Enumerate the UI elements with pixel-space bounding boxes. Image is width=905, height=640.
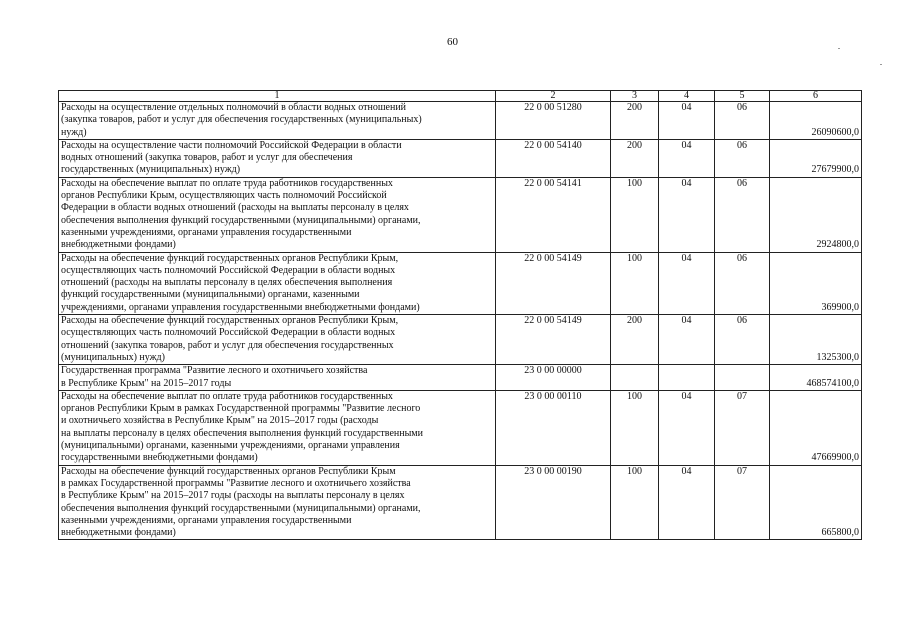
table-row <box>59 252 862 314</box>
target-code: 23 0 00 00110 <box>496 390 611 465</box>
expense-name-cell <box>59 365 496 391</box>
expense-name: Расходы на обеспечение функций государственных органов Республики Крым в рамках Государственной программы "Развитие лесного и охотничьего хозяйства в Республике Крым" на 2015–2017 годы (расходы на выплаты персоналу в целях обеспечения выполнения функций государственными (муниципальными) органами, казенными учреждениями, органами управления государственными внебюджетными фондами) <box>61 465 421 539</box>
subsection-code: 06 <box>715 102 770 140</box>
expense-type-code: 200 <box>611 139 659 177</box>
expense-name: Расходы на обеспечение функций государственных органов Республики Крым, осуществляющих часть полномочий Российской Федерации в области водных отношений (закупка товаров, работ и услуг для обеспечения государственных (муниципальных) нужд) <box>61 315 399 363</box>
expense-type-code: 100 <box>611 390 659 465</box>
expense-name: Государственная программа "Развитие лесного и охотничьего хозяйства в Республике Крым" на 2015–2017 годы <box>61 365 368 389</box>
subsection-code: 06 <box>715 252 770 314</box>
table-row <box>59 390 862 465</box>
table-row <box>59 315 862 365</box>
subsection-code: 07 <box>715 390 770 465</box>
amount: 665800,0 <box>770 465 862 540</box>
table-row <box>59 139 862 177</box>
target-code: 23 0 00 00190 <box>496 465 611 540</box>
expense-type-code: 200 <box>611 102 659 140</box>
expense-type-code: 100 <box>611 177 659 252</box>
expense-name-cell <box>59 177 496 252</box>
page-number: 60 <box>447 36 458 48</box>
expense-name: Расходы на обеспечение выплат по оплате труда работников государственных органов Республики Крым, осуществляющих часть полномочий Российской Федерации в области водных отношений (расходы на выплаты персоналу в целях обеспечения выполнения функций государственными (муниципальными) органами, казенными учреждениями, органами управления государственными внебюджетными фондами) <box>61 177 421 251</box>
budget-table <box>58 90 862 540</box>
expense-name-cell <box>59 139 496 177</box>
scan-speck <box>880 64 882 65</box>
column-header: 2 <box>496 91 611 102</box>
table-row <box>59 465 862 540</box>
section-code: 04 <box>659 252 715 314</box>
subsection-code <box>715 365 770 391</box>
target-code: 22 0 00 54149 <box>496 315 611 365</box>
amount: 2924800,0 <box>770 177 862 252</box>
expense-name: Расходы на обеспечение выплат по оплате труда работников государственных органов Республики Крым в рамках Государственной программы "Развитие лесного и охотничьего хозяйства в Республике Крым" на 2015–2017 годы (расходы на выплаты персоналу в целях обеспечения выполнения функций государственными (муниципальными) органами, казенными учреждениями, органами управления государственными внебюджетными фондами) <box>61 390 423 464</box>
table-header-row <box>59 91 862 102</box>
expense-type-code: 100 <box>611 465 659 540</box>
target-code: 22 0 00 51280 <box>496 102 611 140</box>
expense-name: Расходы на осуществление отдельных полномочий в области водных отношений (закупка товаров, работ и услуг для обеспечения государственных (муниципальных) нужд) <box>61 102 422 138</box>
subsection-code: 07 <box>715 465 770 540</box>
expense-type-code <box>611 365 659 391</box>
subsection-code: 06 <box>715 139 770 177</box>
subsection-code: 06 <box>715 315 770 365</box>
column-header: 4 <box>659 91 715 102</box>
amount: 1325300,0 <box>770 315 862 365</box>
column-header: 3 <box>611 91 659 102</box>
expense-name-cell <box>59 315 496 365</box>
target-code: 22 0 00 54141 <box>496 177 611 252</box>
table-row <box>59 102 862 140</box>
section-code: 04 <box>659 177 715 252</box>
column-header: 5 <box>715 91 770 102</box>
subsection-code: 06 <box>715 177 770 252</box>
column-header: 1 <box>59 91 496 102</box>
expense-name-cell <box>59 390 496 465</box>
amount: 369900,0 <box>770 252 862 314</box>
target-code: 23 0 00 00000 <box>496 365 611 391</box>
expense-type-code: 200 <box>611 315 659 365</box>
table-row <box>59 177 862 252</box>
section-code: 04 <box>659 102 715 140</box>
expense-name: Расходы на обеспечение функций государственных органов Республики Крым, осуществляющих часть полномочий Российской Федерации в области водных отношений (расходы на выплаты персоналу в целях обеспечения выполнения функций государственными (муниципальными) органами, казенными учреждениями, органами управления государственными внебюджетными фондами) <box>61 252 420 313</box>
column-header: 6 <box>770 91 862 102</box>
expense-name: Расходы на осуществление части полномочий Российской Федерации в области водных отношений (закупка товаров, работ и услуг для обеспечения государственных (муниципальных) нужд) <box>61 139 402 176</box>
expense-name-cell <box>59 102 496 140</box>
section-code <box>659 365 715 391</box>
target-code: 22 0 00 54140 <box>496 139 611 177</box>
expense-name-cell <box>59 465 496 540</box>
section-code: 04 <box>659 139 715 177</box>
section-code: 04 <box>659 390 715 465</box>
expense-name-cell <box>59 252 496 314</box>
scan-speck <box>838 48 840 49</box>
amount: 27679900,0 <box>770 139 862 177</box>
amount: 47669900,0 <box>770 390 862 465</box>
section-code: 04 <box>659 315 715 365</box>
target-code: 22 0 00 54149 <box>496 252 611 314</box>
table-row <box>59 365 862 391</box>
amount: 468574100,0 <box>770 365 862 391</box>
amount: 26090600,0 <box>770 102 862 140</box>
expense-type-code: 100 <box>611 252 659 314</box>
section-code: 04 <box>659 465 715 540</box>
